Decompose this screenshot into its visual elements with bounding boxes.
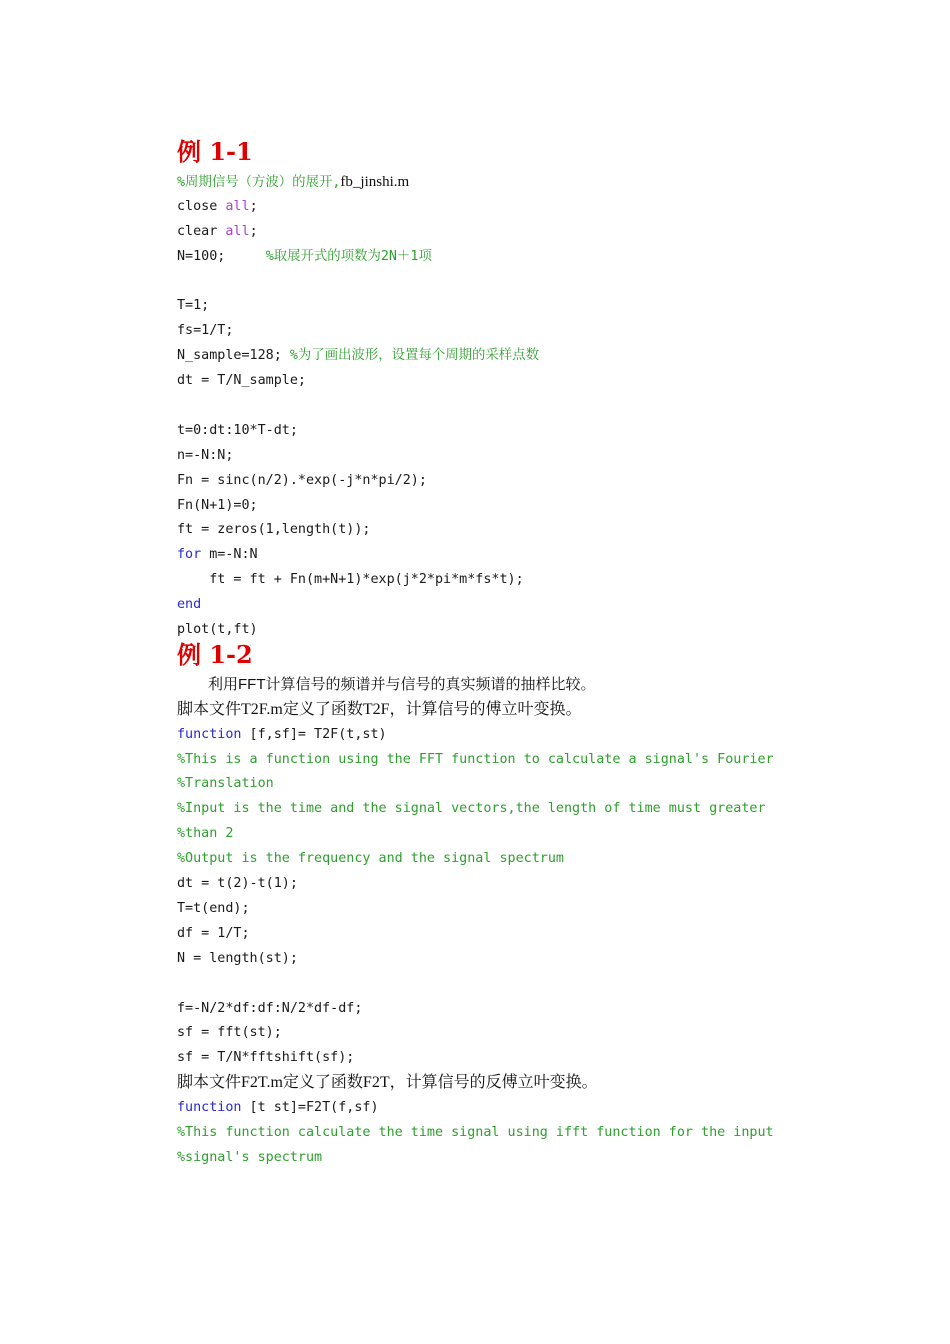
code-line: N = length(st); — [177, 950, 298, 966]
code-line: dt = t(2)-t(1); — [177, 876, 298, 892]
blank-line — [177, 972, 877, 997]
code-comment: %周期信号（方波）的展开, — [177, 175, 341, 190]
blank-line — [177, 394, 877, 419]
code-line — [177, 723, 877, 748]
code-line — [177, 593, 877, 618]
code-line: Fn = sinc(n/2).*exp(-j*n*pi/2); — [177, 472, 427, 488]
code-keyword: for — [177, 547, 202, 563]
code-comment: %signal's spectrum — [177, 1149, 323, 1165]
code-line: T=1; — [177, 298, 210, 314]
code-line: df = 1/T; — [177, 925, 250, 941]
code-line — [177, 543, 877, 568]
code-line: dt = T/N_sample; — [177, 373, 306, 389]
code-line: ft = zeros(1,length(t)); — [177, 522, 371, 538]
code-comment: %Input is the time and the signal vectors,the length of time must greater — [177, 801, 766, 817]
code-line — [177, 170, 877, 195]
code-line: ft = ft + Fn(m+N+1)*exp(j*2*pi*m*fs*t); — [177, 572, 524, 588]
code-line — [177, 245, 877, 270]
code-comment: %This is a function using the FFT function to calculate a signal's Fourier — [177, 751, 774, 767]
code-line: f=-N/2*df:df:N/2*df-df; — [177, 1000, 363, 1016]
code-text: ; — [249, 223, 258, 239]
file-name: fb_jinshi.m — [340, 174, 410, 190]
code-line: sf = T/N*fftshift(sf); — [177, 1050, 355, 1066]
code-text: [f,sf]= T2F(t,st) — [241, 726, 387, 742]
code-text: m=-N:N — [201, 547, 258, 563]
code-line: fs=1/T; — [177, 323, 234, 339]
code-keyword: end — [177, 597, 202, 613]
script-description: 脚本文件T2F.m定义了函数T2F，计算信号的傅立叶变换。 — [177, 700, 582, 718]
example-heading-1-2: 例 1-2 — [177, 639, 253, 669]
example-intro: 利用FFT计算信号的频谱并与信号的真实频谱的抽样比较。 — [208, 675, 596, 693]
code-text: N_sample=128; — [177, 348, 290, 364]
code-comment: %Translation — [177, 776, 274, 792]
code-line: t=0:dt:10*T-dt; — [177, 422, 298, 438]
code-line: T=t(end); — [177, 900, 250, 916]
code-line — [177, 195, 877, 220]
code-line: n=-N:N; — [177, 447, 234, 463]
code-line — [177, 1096, 877, 1121]
code-comment: %取展开式的项数为2N＋1项 — [265, 248, 432, 264]
code-string: all — [225, 198, 250, 214]
code-comment: %为了画出波形，设置每个周期的采样点数 — [289, 348, 539, 364]
code-keyword: function — [177, 1100, 242, 1116]
code-line: Fn(N+1)=0; — [177, 497, 258, 513]
code-text: close — [177, 198, 226, 214]
document-content — [177, 132, 877, 1171]
code-line — [177, 220, 877, 245]
example-heading-1-1: 例 1-1 — [177, 137, 253, 166]
code-text: N=100; — [177, 248, 266, 264]
blank-line — [177, 270, 877, 295]
code-keyword: function — [177, 726, 242, 742]
code-comment: %than 2 — [177, 826, 234, 842]
code-string: all — [225, 223, 250, 239]
code-text: ; — [249, 198, 258, 214]
code-comment: %This function calculate the time signal using ifft function for the input — [177, 1124, 774, 1140]
code-text: clear — [177, 223, 226, 239]
code-comment: %Output is the frequency and the signal spectrum — [177, 851, 564, 867]
code-line: sf = fft(st); — [177, 1025, 282, 1041]
code-line: plot(t,ft) — [177, 622, 258, 638]
code-text: [t st]=F2T(f,sf) — [241, 1100, 379, 1116]
script-description: 脚本文件F2T.m定义了函数F2T，计算信号的反傅立叶变换。 — [177, 1074, 598, 1092]
code-line — [177, 344, 877, 369]
